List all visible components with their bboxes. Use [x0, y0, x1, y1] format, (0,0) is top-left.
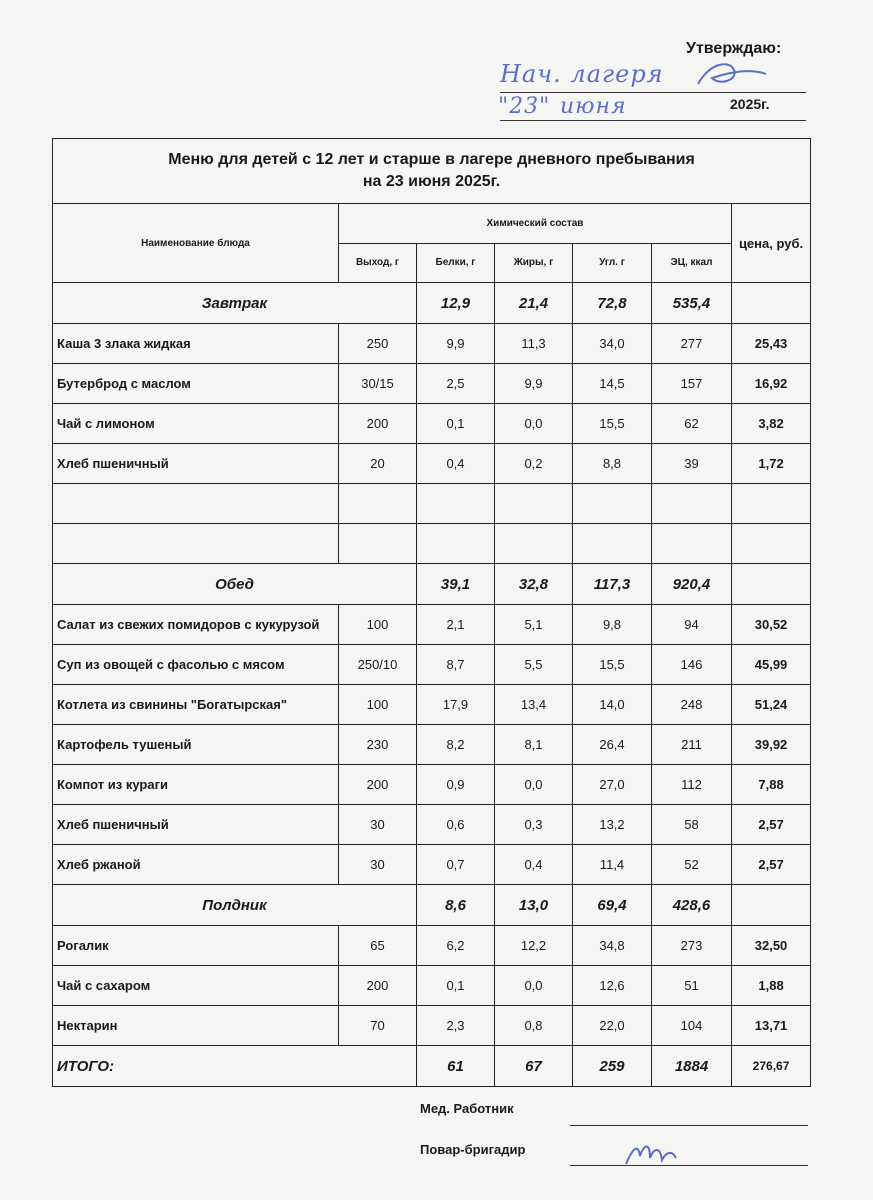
dish-price: 2,57	[732, 805, 811, 845]
dish-price: 45,99	[732, 645, 811, 685]
dish-name: Салат из свежих помидоров с кукурузой	[53, 605, 339, 645]
dish-protein: 9,9	[417, 324, 495, 364]
dish-carbs: 14,5	[573, 364, 652, 404]
dish-protein: 2,3	[417, 1006, 495, 1046]
section-carbs: 72,8	[573, 283, 652, 324]
total-fat: 67	[495, 1046, 573, 1087]
dish-name: Каша 3 злака жидкая	[53, 324, 339, 364]
dish-carbs: 15,5	[573, 645, 652, 685]
dish-protein: 0,6	[417, 805, 495, 845]
section-carbs: 117,3	[573, 564, 652, 605]
dish-fat: 13,4	[495, 685, 573, 725]
dish-protein: 6,2	[417, 926, 495, 966]
table-row	[53, 805, 811, 845]
dish-fat: 0,3	[495, 805, 573, 845]
dish-protein: 0,4	[417, 444, 495, 484]
dish-energy: 146	[652, 645, 732, 685]
dish-yield: 100	[339, 605, 417, 645]
column-header-chemical: Химический состав	[339, 204, 732, 244]
dish-energy: 112	[652, 765, 732, 805]
dish-fat: 5,5	[495, 645, 573, 685]
dish-fat: 0,0	[495, 765, 573, 805]
dish-yield: 65	[339, 926, 417, 966]
column-header-carbs: Угл. г	[573, 243, 652, 283]
dish-protein: 2,1	[417, 605, 495, 645]
section-protein: 8,6	[417, 885, 495, 926]
column-header-protein: Белки, г	[417, 243, 495, 283]
dish-yield: 200	[339, 966, 417, 1006]
section-carbs: 69,4	[573, 885, 652, 926]
dish-name: Хлеб пшеничный	[53, 805, 339, 845]
medic-signature-line	[570, 1125, 808, 1126]
dish-yield: 200	[339, 765, 417, 805]
dish-fat	[495, 484, 573, 524]
dish-name: Котлета из свинины "Богатырская"	[53, 685, 339, 725]
dish-carbs: 15,5	[573, 404, 652, 444]
section-row	[53, 283, 811, 324]
dish-carbs: 22,0	[573, 1006, 652, 1046]
table-row	[53, 404, 811, 444]
dish-name: Хлеб ржаной	[53, 845, 339, 885]
table-row	[53, 926, 811, 966]
dish-protein: 17,9	[417, 685, 495, 725]
dish-carbs: 11,4	[573, 845, 652, 885]
dish-energy	[652, 524, 732, 564]
dish-energy: 104	[652, 1006, 732, 1046]
section-fat: 13,0	[495, 885, 573, 926]
dish-name: Рогалик	[53, 926, 339, 966]
dish-fat: 0,8	[495, 1006, 573, 1046]
total-label: ИТОГО:	[53, 1046, 417, 1087]
dish-name: Нектарин	[53, 1006, 339, 1046]
dish-price: 1,72	[732, 444, 811, 484]
approve-signature-icon	[690, 58, 770, 92]
section-row	[53, 564, 811, 605]
dish-carbs: 9,8	[573, 605, 652, 645]
menu-title-line1: Меню для детей с 12 лет и старше в лагере дневного пребывания	[168, 151, 695, 168]
dish-fat: 11,3	[495, 324, 573, 364]
dish-price: 51,24	[732, 685, 811, 725]
dish-price: 25,43	[732, 324, 811, 364]
dish-yield: 30/15	[339, 364, 417, 404]
section-name: Полдник	[53, 885, 417, 926]
section-fat: 32,8	[495, 564, 573, 605]
dish-name: Хлеб пшеничный	[53, 444, 339, 484]
dish-energy: 94	[652, 605, 732, 645]
dish-fat: 0,4	[495, 845, 573, 885]
dish-yield: 230	[339, 725, 417, 765]
table-row	[53, 685, 811, 725]
dish-fat: 0,2	[495, 444, 573, 484]
dish-protein: 8,7	[417, 645, 495, 685]
dish-protein	[417, 524, 495, 564]
dish-energy: 62	[652, 404, 732, 444]
table-row	[53, 765, 811, 805]
section-energy: 535,4	[652, 283, 732, 324]
dish-carbs: 26,4	[573, 725, 652, 765]
section-price	[732, 885, 811, 926]
dish-fat	[495, 524, 573, 564]
section-price	[732, 283, 811, 324]
column-header-fat: Жиры, г	[495, 243, 573, 283]
dish-protein: 0,7	[417, 845, 495, 885]
total-row	[53, 1046, 811, 1087]
dish-energy	[652, 484, 732, 524]
dish-protein: 0,1	[417, 966, 495, 1006]
dish-yield: 30	[339, 805, 417, 845]
dish-name: Компот из кураги	[53, 765, 339, 805]
dish-carbs: 12,6	[573, 966, 652, 1006]
approve-year: 2025г.	[730, 96, 770, 112]
dish-price: 2,57	[732, 845, 811, 885]
dish-fat: 9,9	[495, 364, 573, 404]
menu-table	[52, 138, 811, 1087]
section-name: Завтрак	[53, 283, 417, 324]
section-name: Обед	[53, 564, 417, 605]
dish-price: 13,71	[732, 1006, 811, 1046]
dish-name: Чай с лимоном	[53, 404, 339, 444]
chef-signature-icon	[620, 1136, 680, 1170]
approve-position-handwritten: Нач. лагеря	[500, 60, 664, 88]
dish-protein: 2,5	[417, 364, 495, 404]
dish-protein	[417, 484, 495, 524]
dish-protein: 8,2	[417, 725, 495, 765]
dish-fat: 0,0	[495, 404, 573, 444]
dish-price: 32,50	[732, 926, 811, 966]
table-row	[53, 1006, 811, 1046]
dish-yield	[339, 484, 417, 524]
approve-date-month: июня	[560, 94, 627, 119]
table-row	[53, 645, 811, 685]
dish-carbs: 27,0	[573, 765, 652, 805]
table-row	[53, 444, 811, 484]
dish-carbs: 34,0	[573, 324, 652, 364]
dish-yield: 20	[339, 444, 417, 484]
dish-name: Картофель тушеный	[53, 725, 339, 765]
dish-energy: 277	[652, 324, 732, 364]
dish-price	[732, 484, 811, 524]
dish-name	[53, 484, 339, 524]
menu-title	[53, 139, 811, 204]
dish-price	[732, 524, 811, 564]
table-row	[53, 324, 811, 364]
dish-price: 1,88	[732, 966, 811, 1006]
dish-yield: 250/10	[339, 645, 417, 685]
medic-signature-label: Мед. Работник	[420, 1101, 514, 1116]
section-protein: 12,9	[417, 283, 495, 324]
chef-signature-line	[570, 1165, 808, 1166]
column-header-yield: Выход, г	[339, 243, 417, 283]
dish-carbs	[573, 484, 652, 524]
table-row	[53, 725, 811, 765]
column-header-name: Наименование блюда	[53, 204, 339, 283]
dish-price: 16,92	[732, 364, 811, 404]
section-fat: 21,4	[495, 283, 573, 324]
section-row	[53, 885, 811, 926]
dish-name	[53, 524, 339, 564]
dish-fat: 8,1	[495, 725, 573, 765]
dish-energy: 248	[652, 685, 732, 725]
dish-yield: 250	[339, 324, 417, 364]
dish-energy: 157	[652, 364, 732, 404]
menu-title-line2: на 23 июня 2025г.	[362, 173, 501, 190]
dish-protein: 0,1	[417, 404, 495, 444]
dish-energy: 51	[652, 966, 732, 1006]
dish-fat: 0,0	[495, 966, 573, 1006]
dish-name: Бутерброд с маслом	[53, 364, 339, 404]
section-energy: 920,4	[652, 564, 732, 605]
dish-carbs: 8,8	[573, 444, 652, 484]
approve-date-day: "23"	[498, 94, 551, 119]
column-header-energy: ЭЦ, ккал	[652, 243, 732, 283]
total-carbs: 259	[573, 1046, 652, 1087]
dish-energy: 39	[652, 444, 732, 484]
total-protein: 61	[417, 1046, 495, 1087]
column-header-price: цена, руб.	[732, 204, 811, 283]
section-price	[732, 564, 811, 605]
dish-yield: 200	[339, 404, 417, 444]
table-row	[53, 364, 811, 404]
dish-price: 7,88	[732, 765, 811, 805]
table-row	[53, 524, 811, 564]
section-energy: 428,6	[652, 885, 732, 926]
dish-energy: 273	[652, 926, 732, 966]
section-protein: 39,1	[417, 564, 495, 605]
table-row	[53, 966, 811, 1006]
dish-yield: 70	[339, 1006, 417, 1046]
dish-price: 3,82	[732, 404, 811, 444]
dish-carbs: 14,0	[573, 685, 652, 725]
total-energy: 1884	[652, 1046, 732, 1087]
table-row	[53, 605, 811, 645]
dish-carbs: 34,8	[573, 926, 652, 966]
dish-yield: 100	[339, 685, 417, 725]
dish-protein: 0,9	[417, 765, 495, 805]
dish-fat: 5,1	[495, 605, 573, 645]
dish-name: Чай с сахаром	[53, 966, 339, 1006]
dish-yield	[339, 524, 417, 564]
dish-energy: 58	[652, 805, 732, 845]
dish-carbs: 13,2	[573, 805, 652, 845]
approve-label: Утверждаю:	[686, 40, 782, 57]
dish-fat: 12,2	[495, 926, 573, 966]
dish-energy: 52	[652, 845, 732, 885]
table-row	[53, 845, 811, 885]
total-price: 276,67	[732, 1046, 811, 1087]
dish-carbs	[573, 524, 652, 564]
table-row	[53, 484, 811, 524]
dish-price: 30,52	[732, 605, 811, 645]
dish-name: Суп из овощей с фасолью с мясом	[53, 645, 339, 685]
dish-energy: 211	[652, 725, 732, 765]
dish-price: 39,92	[732, 725, 811, 765]
dish-yield: 30	[339, 845, 417, 885]
chef-signature-label: Повар-бригадир	[420, 1142, 526, 1157]
